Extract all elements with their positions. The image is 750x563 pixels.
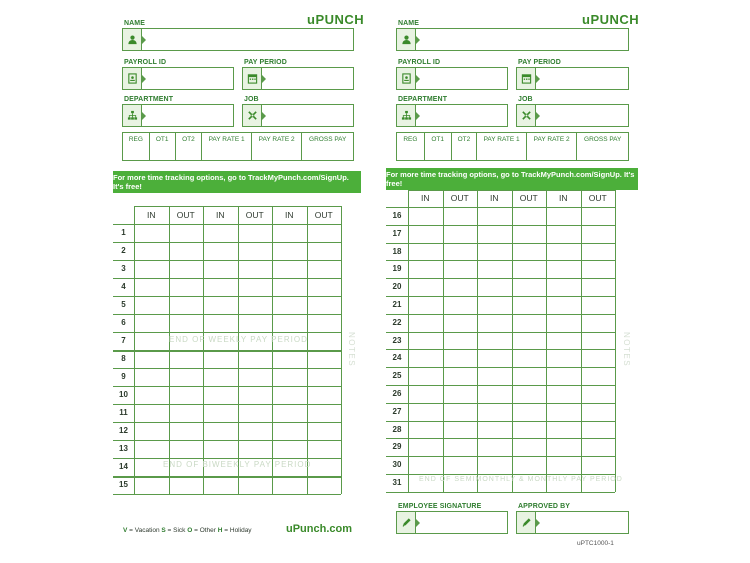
summary-gross-pay-header: GROSS PAY [584,136,622,143]
punch-cell[interactable] [513,279,547,296]
punch-cell[interactable] [170,243,204,260]
punch-cell[interactable] [135,225,169,242]
punch-cell[interactable] [444,368,478,385]
punch-cell[interactable] [513,208,547,225]
punch-cell[interactable] [239,243,273,260]
punch-cell[interactable] [478,208,512,225]
punch-cell[interactable] [170,441,204,458]
punch-cell[interactable] [582,244,616,261]
punch-cell[interactable] [478,226,512,243]
department-label: DEPARTMENT [398,96,448,103]
punch-cell[interactable] [513,350,547,367]
punch-cell[interactable] [409,279,443,296]
department-label: DEPARTMENT [124,96,174,103]
punch-cell[interactable] [170,405,204,422]
day-number: 2 [121,246,126,255]
punch-cell[interactable] [409,386,443,403]
notes-label: NOTES [347,332,356,368]
payroll-id-label: PAYROLL ID [398,59,441,66]
punch-cell[interactable] [273,387,307,404]
id-badge-icon [397,68,416,89]
punch-header-out: OUT [314,210,333,220]
payroll-id-field[interactable] [396,67,508,90]
name-label: NAME [124,20,146,27]
tools-icon [517,105,536,126]
punch-cell[interactable] [444,422,478,439]
punch-cell[interactable] [239,351,273,368]
punch-header-in: IN [559,193,568,203]
punch-cell[interactable] [273,405,307,422]
punch-cell[interactable] [204,351,238,368]
summary-ot2-header: OT2 [452,133,478,160]
day-number: 22 [392,317,402,327]
punch-cell[interactable] [513,244,547,261]
punch-cell[interactable] [582,333,616,350]
grid-column-line [134,206,135,494]
punch-header-out: OUT [176,210,195,220]
punch-cell[interactable] [135,405,169,422]
punch-cell[interactable] [239,477,273,494]
punch-cell[interactable] [478,368,512,385]
punch-cell[interactable] [547,333,581,350]
punch-cell[interactable] [308,333,342,350]
notes-label: NOTES [622,332,631,368]
day-number: 10 [119,390,128,399]
punch-cell[interactable] [135,279,169,296]
summary-gross-pay-header: GROSS PAY [309,136,347,143]
day-number: 5 [121,300,126,309]
punch-cell[interactable] [513,457,547,474]
punch-cell[interactable] [308,261,342,278]
punch-cell[interactable] [170,387,204,404]
punch-cell[interactable] [273,225,307,242]
day-number: 4 [121,282,126,291]
punch-cell[interactable] [409,404,443,421]
punch-cell[interactable] [135,297,169,314]
punch-cell[interactable] [444,457,478,474]
day-number: 18 [392,246,402,256]
person-icon [123,29,142,50]
department-field[interactable] [396,104,508,127]
punch-cell[interactable] [273,369,307,386]
punch-cell[interactable] [170,477,204,494]
grid-column-line [443,190,444,492]
punch-cell[interactable] [308,387,342,404]
punch-cell[interactable] [273,279,307,296]
punch-cell[interactable] [170,423,204,440]
punch-cell[interactable] [308,423,342,440]
pay-period-field[interactable] [242,67,354,90]
approved-by-label: APPROVED BY [518,503,571,510]
punch-cell[interactable] [513,422,547,439]
punch-cell[interactable] [547,208,581,225]
promo-banner: For more time tracking options, go to TrackMyPunch.com/SignUp. It's free! [113,171,361,193]
punch-cell[interactable] [513,386,547,403]
grid-column-line [615,190,616,492]
punch-cell[interactable] [308,405,342,422]
punch-cell[interactable] [409,457,443,474]
punch-cell[interactable] [409,439,443,456]
punch-cell[interactable] [409,315,443,332]
punch-cell[interactable] [409,350,443,367]
punch-cell[interactable] [239,423,273,440]
day-number: 9 [121,372,126,381]
name-field[interactable] [396,28,629,51]
punch-cell[interactable] [204,243,238,260]
punch-cell[interactable] [204,297,238,314]
punch-cell[interactable] [444,350,478,367]
punch-cell[interactable] [273,261,307,278]
brand-logo: uPUNCH [307,12,365,27]
approved-by-field[interactable] [516,511,629,534]
org-chart-icon [123,105,142,126]
day-number: 29 [392,442,402,452]
punch-cell[interactable] [547,350,581,367]
punch-cell[interactable] [444,404,478,421]
punch-cell[interactable] [547,386,581,403]
punch-cell[interactable] [478,261,512,278]
punch-header-in: IN [490,193,499,203]
name-label: NAME [398,20,420,27]
punch-cell[interactable] [444,244,478,261]
punch-header-out: OUT [450,193,469,203]
punch-cell[interactable] [513,404,547,421]
punch-cell[interactable] [444,297,478,314]
punch-cell[interactable] [239,387,273,404]
punch-cell[interactable] [582,439,616,456]
day-number: 7 [121,336,126,345]
punch-cell[interactable] [409,261,443,278]
punch-cell[interactable] [478,350,512,367]
punch-cell[interactable] [135,441,169,458]
punch-cell[interactable] [547,261,581,278]
punch-cell[interactable] [204,423,238,440]
day-number: 14 [119,462,128,471]
right-timecard [386,8,638,556]
grid-column-line [581,190,582,492]
day-number: 17 [392,228,402,238]
pen-icon [517,512,536,533]
day-number: 27 [392,406,402,416]
punch-cell[interactable] [308,351,342,368]
summary-pay-rate-2-header: PAY RATE 2 [527,133,578,160]
person-icon [397,29,416,50]
punch-cell[interactable] [478,439,512,456]
day-number: 26 [392,389,402,398]
punch-cell[interactable] [409,226,443,243]
punch-cell[interactable] [547,457,581,474]
day-number: 6 [121,318,126,327]
punch-cell[interactable] [308,441,342,458]
grid-column-line [546,190,547,492]
punch-cell[interactable] [308,369,342,386]
punch-cell[interactable] [478,457,512,474]
punch-cell[interactable] [170,369,204,386]
name-field[interactable] [122,28,354,51]
punch-cell[interactable] [478,404,512,421]
tools-icon [243,105,262,126]
punch-cell[interactable] [582,297,616,314]
punch-cell[interactable] [273,423,307,440]
day-number: 1 [121,228,126,237]
punch-cell[interactable] [308,459,342,476]
grid-column-line [512,190,513,492]
day-number: 23 [392,335,402,345]
punch-cell[interactable] [547,404,581,421]
punch-cell[interactable] [204,279,238,296]
punch-cell[interactable] [239,261,273,278]
punch-cell[interactable] [273,315,307,332]
punch-cell[interactable] [513,261,547,278]
punch-cell[interactable] [444,226,478,243]
pay-summary-row [122,132,354,161]
punch-cell[interactable] [273,297,307,314]
id-badge-icon [123,68,142,89]
day-number: 25 [392,371,402,381]
punch-cell[interactable] [239,225,273,242]
punch-cell[interactable] [547,368,581,385]
punch-cell[interactable] [135,369,169,386]
punch-cell[interactable] [135,243,169,260]
punch-cell[interactable] [444,315,478,332]
employee-signature-label: EMPLOYEE SIGNATURE [398,503,482,510]
punch-cell[interactable] [239,279,273,296]
punch-cell[interactable] [409,333,443,350]
punch-cell[interactable] [513,297,547,314]
punch-cell[interactable] [547,422,581,439]
punch-cell[interactable] [204,225,238,242]
day-number: 28 [392,424,402,434]
punch-header-in: IN [421,193,430,203]
grid-column-line [341,206,342,494]
punch-cell[interactable] [547,279,581,296]
job-field[interactable] [516,104,629,127]
summary-pay-rate-2-header: PAY RATE 2 [252,133,303,160]
punch-cell[interactable] [513,368,547,385]
summary-ot2-header: OT2 [176,133,203,160]
punch-cell[interactable] [239,315,273,332]
punch-cell[interactable] [204,441,238,458]
punch-cell[interactable] [409,244,443,261]
grid-column-line [477,190,478,492]
weekly-period-watermark: END OF WEEKLY PAY PERIOD [169,335,308,344]
punch-cell[interactable] [513,439,547,456]
punch-cell[interactable] [478,333,512,350]
punch-cell[interactable] [204,369,238,386]
day-number: 3 [121,264,126,273]
left-punch-grid [113,206,361,492]
punch-cell[interactable] [444,439,478,456]
grid-column-line [307,206,308,494]
pay-period-field[interactable] [516,67,629,90]
punch-cell[interactable] [444,208,478,225]
punch-header-out: OUT [588,193,607,203]
day-number: 20 [392,282,402,292]
punch-cell[interactable] [582,315,616,332]
punch-cell[interactable] [273,477,307,494]
punch-cell[interactable] [478,422,512,439]
punch-cell[interactable] [170,225,204,242]
summary-ot1-header: OT1 [150,133,176,160]
org-chart-icon [397,105,416,126]
punch-cell[interactable] [478,315,512,332]
summary-reg-header: REG [397,133,425,160]
punch-cell[interactable] [273,351,307,368]
left-timecard [113,8,365,556]
punch-cell[interactable] [135,477,169,494]
punch-cell[interactable] [547,226,581,243]
punch-cell[interactable] [308,243,342,260]
day-number: 11 [119,408,128,417]
punch-cell[interactable] [135,351,169,368]
punch-cell[interactable] [239,405,273,422]
punch-cell[interactable] [582,226,616,243]
punch-cell[interactable] [582,457,616,474]
punch-cell[interactable] [444,386,478,403]
pay-period-label: PAY PERIOD [518,59,561,66]
punch-cell[interactable] [409,368,443,385]
punch-cell[interactable] [204,315,238,332]
punch-cell[interactable] [478,279,512,296]
punch-cell[interactable] [513,226,547,243]
employee-signature-field[interactable] [396,511,508,534]
grid-row-line [113,494,341,495]
punch-cell[interactable] [582,422,616,439]
grid-row-line [386,492,615,493]
punch-cell[interactable] [582,350,616,367]
punch-cell[interactable] [308,279,342,296]
punch-cell[interactable] [170,297,204,314]
punch-cell[interactable] [170,315,204,332]
punch-cell[interactable] [135,387,169,404]
grid-column-line [203,206,204,494]
pay-period-label: PAY PERIOD [244,59,287,66]
punch-cell[interactable] [273,441,307,458]
day-number: 8 [121,354,126,363]
pen-icon [397,512,416,533]
punch-header-in: IN [285,210,294,220]
punch-cell[interactable] [170,261,204,278]
grid-column-line [408,190,409,492]
promo-banner: For more time tracking options, go to TrackMyPunch.com/SignUp. It's free! [386,168,638,190]
punch-cell[interactable] [135,315,169,332]
punch-cell[interactable] [135,333,169,350]
punch-cell[interactable] [135,261,169,278]
punch-cell[interactable] [409,422,443,439]
punch-header-out: OUT [245,210,264,220]
payroll-id-label: PAYROLL ID [124,59,167,66]
day-number: 30 [392,460,402,470]
punch-cell[interactable] [582,279,616,296]
punch-cell[interactable] [444,261,478,278]
punch-header-out: OUT [519,193,538,203]
punch-cell[interactable] [308,297,342,314]
punch-cell[interactable] [547,315,581,332]
punch-cell[interactable] [273,243,307,260]
punch-header-in: IN [216,210,225,220]
punch-cell[interactable] [582,386,616,403]
payroll-id-field[interactable] [122,67,234,90]
punch-cell[interactable] [547,297,581,314]
punch-cell[interactable] [409,297,443,314]
punch-cell[interactable] [444,279,478,296]
punch-cell[interactable] [582,368,616,385]
punch-cell[interactable] [239,297,273,314]
day-number: 31 [392,478,402,487]
day-number: 19 [392,264,402,274]
punch-cell[interactable] [204,405,238,422]
calendar-icon [243,68,262,89]
punch-cell[interactable] [444,333,478,350]
grid-column-line [169,206,170,494]
day-number: 12 [119,426,128,435]
summary-pay-rate-1-header: PAY RATE 1 [477,133,527,160]
punch-cell[interactable] [547,439,581,456]
punch-cell[interactable] [478,386,512,403]
punch-cell[interactable] [308,225,342,242]
semimonthly-period-watermark: END OF SEMIMONTHLY & MONTHLY PAY PERIOD [419,476,623,483]
brand-logo: uPUNCH [582,12,640,27]
punch-cell[interactable] [239,369,273,386]
punch-cell[interactable] [204,261,238,278]
job-label: JOB [244,96,259,103]
biweekly-period-watermark: END OF BIWEEKLY PAY PERIOD [163,460,312,469]
punch-cell[interactable] [308,315,342,332]
job-field[interactable] [242,104,354,127]
job-label: JOB [518,96,533,103]
right-punch-grid [386,190,638,492]
department-field[interactable] [122,104,234,127]
day-number: 16 [392,211,402,220]
punch-cell[interactable] [308,477,342,494]
pay-summary-row [396,132,629,161]
grid-column-line [238,206,239,494]
punch-cell[interactable] [513,333,547,350]
pay-code-legend: V = Vacation S = Sick O = Other H = Holiday [123,527,252,534]
website-url: uPunch.com [286,523,353,535]
day-number: 21 [392,300,402,309]
punch-cell[interactable] [409,208,443,225]
punch-cell[interactable] [239,441,273,458]
day-number: 24 [392,353,402,363]
punch-cell[interactable] [478,244,512,261]
calendar-icon [517,68,536,89]
punch-cell[interactable] [547,244,581,261]
day-number: 13 [119,444,128,453]
punch-cell[interactable] [170,279,204,296]
summary-ot1-header: OT1 [425,133,452,160]
form-code: uPTC1000-1 [577,540,614,547]
day-number: 15 [119,480,128,489]
punch-cell[interactable] [582,208,616,225]
punch-cell[interactable] [170,351,204,368]
punch-cell[interactable] [204,387,238,404]
punch-cell[interactable] [135,423,169,440]
punch-cell[interactable] [513,315,547,332]
punch-cell[interactable] [582,261,616,278]
grid-column-line [272,206,273,494]
punch-header-in: IN [147,210,156,220]
punch-cell[interactable] [478,297,512,314]
summary-pay-rate-1-header: PAY RATE 1 [202,133,252,160]
punch-cell[interactable] [582,404,616,421]
summary-reg-header: REG [123,133,150,160]
punch-cell[interactable] [204,477,238,494]
